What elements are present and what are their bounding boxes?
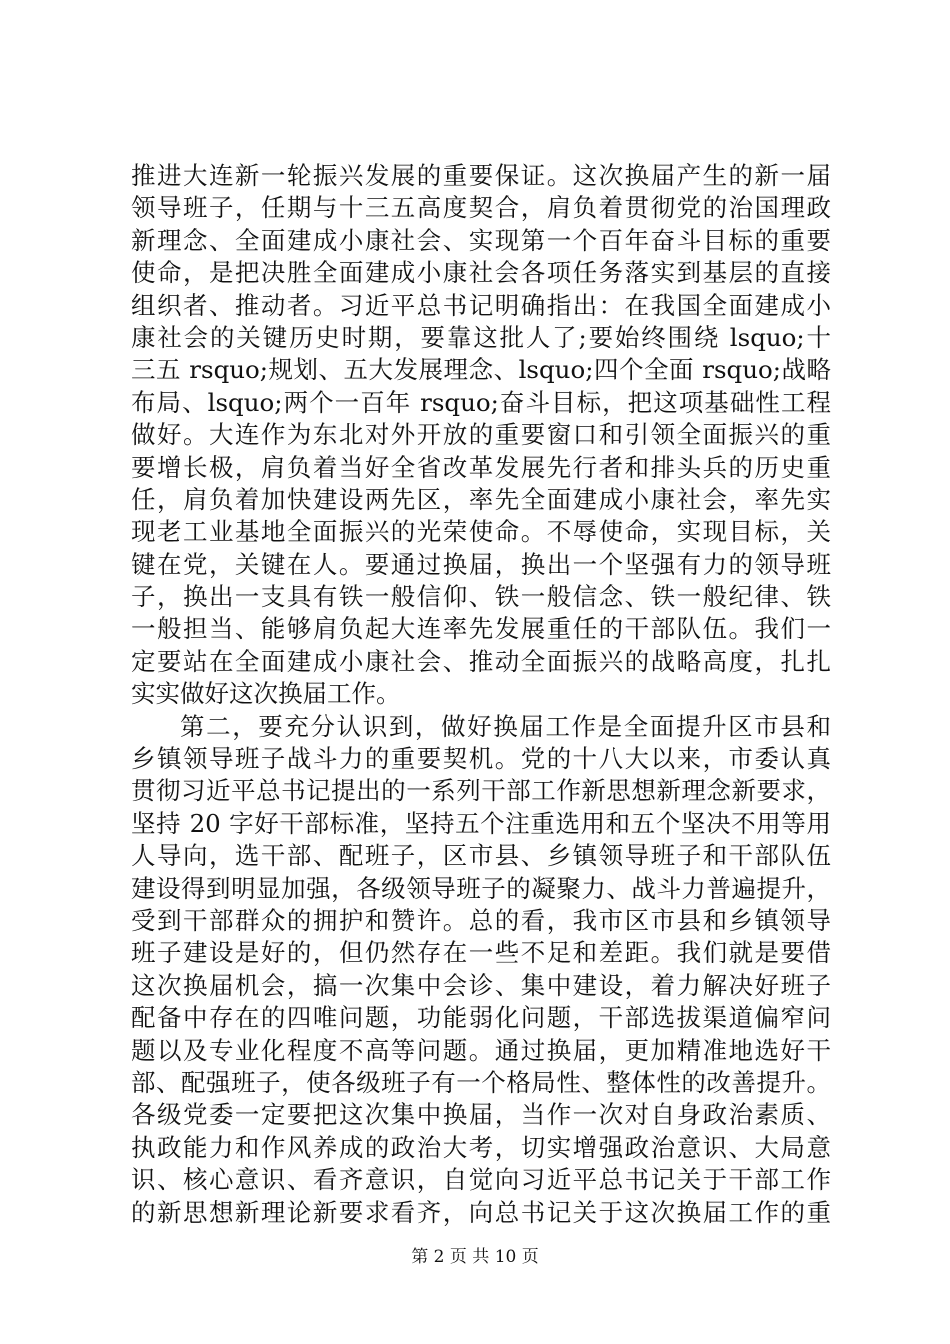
text-line: 受到干部群众的拥护和赞许。总的看，我市区市县和乡镇领导 (131, 905, 831, 935)
text-line: 配备中存在的四唯问题，功能弱化问题，干部选拔渠道偏窄问 (131, 1003, 831, 1033)
text-line: 做好。大连作为东北对外开放的重要窗口和引领全面振兴的重 (131, 420, 831, 450)
text-line: 的新思想新理论新要求看齐，向总书记关于这次换届工作的重 (131, 1197, 831, 1227)
text-line: 领导班子，任期与十三五高度契合，肩负着贯彻党的治国理政 (131, 193, 831, 223)
text-line: 键在党，关键在人。要通过换届，换出一个坚强有力的领导班 (131, 549, 831, 579)
text-line: 组织者、推动者。习近平总书记明确指出：在我国全面建成小 (131, 290, 831, 320)
text-line: 定要站在全面建成小康社会、推动全面振兴的战略高度，扎扎 (131, 646, 831, 676)
text-line: 使命，是把决胜全面建成小康社会各项任务落实到基层的直接 (131, 258, 831, 288)
text-line: 子，换出一支具有铁一般信仰、铁一般信念、铁一般纪律、铁 (131, 582, 831, 612)
text-line: 建设得到明显加强，各级领导班子的凝聚力、战斗力普遍提升， (131, 873, 831, 903)
text-line: 新理念、全面建成小康社会、实现第一个百年奋斗目标的重要 (131, 225, 831, 255)
text-line: 康社会的关键历史时期，要靠这批人了;要始终围绕 lsquo;十 (131, 322, 831, 352)
text-line: 实实做好这次换届工作。 (131, 679, 401, 709)
text-line: 坚持 20 字好干部标准，坚持五个注重选用和五个坚决不用等用 (131, 808, 831, 838)
text-line: 各级党委一定要把这次集中换届，当作一次对自身政治素质、 (131, 1100, 831, 1130)
text-line: 人导向，选干部、配班子，区市县、乡镇领导班子和干部队伍 (131, 841, 831, 871)
text-line: 这次换届机会，搞一次集中会诊、集中建设，着力解决好班子 (131, 970, 831, 1000)
page-number-footer: 第 2 页 共 10 页 (411, 1247, 539, 1267)
text-line: 执政能力和作风养成的政治大考，切实增强政治意识、大局意 (131, 1132, 831, 1162)
text-line: 题以及专业化程度不高等问题。通过换届，更加精准地选好干 (131, 1035, 831, 1065)
text-line: 识、核心意识、看齐意识，自觉向习近平总书记关于干部工作 (131, 1165, 831, 1195)
body-text (131, 160, 831, 1229)
text-line: 乡镇领导班子战斗力的重要契机。党的十八大以来，市委认真 (131, 744, 831, 774)
text-line: 第二，要充分认识到，做好换届工作是全面提升区市县和 (180, 711, 831, 741)
text-line: 布局、lsquo;两个一百年 rsquo;奋斗目标，把这项基础性工程 (131, 387, 831, 417)
text-line: 三五 rsquo;规划、五大发展理念、lsquo;四个全面 rsquo;战略 (131, 355, 831, 385)
text-line: 任，肩负着加快建设两先区，率先全面建成小康社会，率先实 (131, 484, 831, 514)
text-line: 部、配强班子，使各级班子有一个格局性、整体性的改善提升。 (131, 1067, 831, 1097)
text-line: 要增长极，肩负着当好全省改革发展先行者和排头兵的历史重 (131, 452, 831, 482)
text-line: 一般担当、能够肩负起大连率先发展重任的干部队伍。我们一 (131, 614, 831, 644)
text-line: 班子建设是好的，但仍然存在一些不足和差距。我们就是要借 (131, 938, 831, 968)
text-line: 现老工业基地全面振兴的光荣使命。不辱使命，实现目标，关 (131, 517, 831, 547)
text-line: 贯彻习近平总书记提出的一系列干部工作新思想新理念新要求， (131, 776, 831, 806)
text-line: 推进大连新一轮振兴发展的重要保证。这次换届产生的新一届 (131, 161, 831, 190)
